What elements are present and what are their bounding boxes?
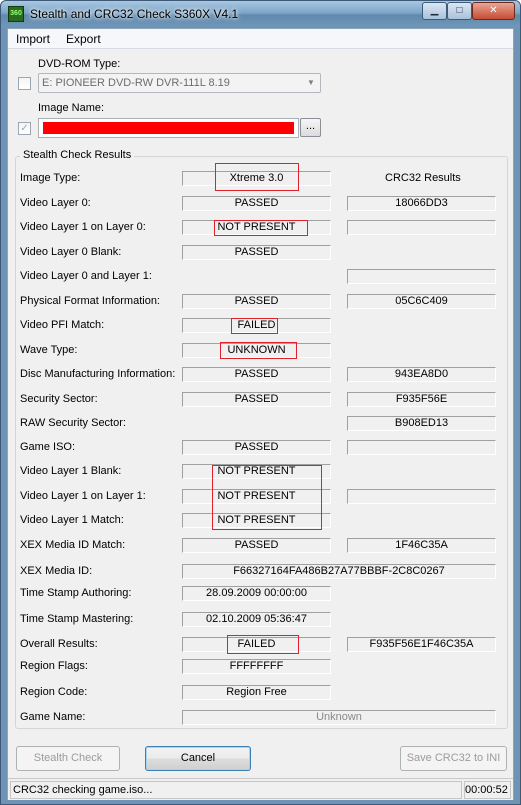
dvd-rom-label: DVD-ROM Type:: [38, 58, 121, 70]
video-layer-0-value: PASSED: [182, 196, 331, 211]
game-iso-crc: [347, 440, 496, 455]
physical-format-crc: 05C6C409: [347, 294, 496, 309]
overall-results-label: Overall Results:: [20, 638, 98, 650]
image-name-checkbox[interactable]: ✓: [18, 122, 31, 135]
client-area: [7, 28, 514, 800]
wave-type-label: Wave Type:: [20, 344, 78, 356]
game-iso-label: Game ISO:: [20, 441, 76, 453]
stealth-results-title: Stealth Check Results: [20, 149, 134, 161]
region-code-label: Region Code:: [20, 686, 88, 698]
video-layer-1-on-layer-1-label: Video Layer 1 on Layer 1:: [20, 490, 146, 502]
disc-manufacturing-label: Disc Manufacturing Information:: [20, 368, 176, 380]
title-bar[interactable]: [1, 1, 520, 27]
dvd-rom-select[interactable]: [38, 73, 321, 93]
image-name-label: Image Name:: [38, 102, 105, 114]
raw-security-sector-label: RAW Security Sector:: [20, 417, 126, 429]
highlight-overall-results: [227, 635, 299, 654]
video-layer-1-blank-label: Video Layer 1 Blank:: [20, 465, 122, 477]
app-icon[interactable]: 360: [8, 6, 24, 22]
cancel-button[interactable]: Cancel: [145, 746, 251, 771]
video-layer-0-label: Video Layer 0:: [20, 197, 91, 209]
xex-media-id-match-crc: 1F46C35A: [347, 538, 496, 553]
highlight-video-layer-1-on-layer-0: [214, 220, 308, 236]
region-flags-value: FFFFFFFF: [182, 659, 331, 674]
game-name-value: Unknown: [182, 710, 496, 725]
highlight-video-layer-1-group: [212, 465, 322, 530]
xex-media-id-label: XEX Media ID:: [20, 565, 93, 577]
menu-import[interactable]: Import: [16, 32, 51, 46]
game-iso-value: PASSED: [182, 440, 331, 455]
video-layer-0-blank-value: PASSED: [182, 245, 331, 260]
maximize-button[interactable]: □: [447, 2, 472, 20]
physical-format-value: PASSED: [182, 294, 331, 309]
security-sector-value: PASSED: [182, 392, 331, 407]
video-layer-1-on-layer-0-label: Video Layer 1 on Layer 0:: [20, 221, 146, 233]
xex-media-id-match-value: PASSED: [182, 538, 331, 553]
video-layer-1-on-layer-0-value: NOT PRESENT: [182, 220, 331, 235]
video-layer-1-on-layer-1-value: NOT PRESENT: [182, 489, 331, 504]
time-stamp-mastering-label: Time Stamp Mastering:: [20, 613, 134, 625]
xex-media-id-match-label: XEX Media ID Match:: [20, 539, 126, 551]
stealth-check-button[interactable]: Stealth Check: [16, 746, 120, 771]
time-stamp-mastering-value: 02.10.2009 05:36:47: [182, 612, 331, 627]
disc-manufacturing-value: PASSED: [182, 367, 331, 382]
close-button[interactable]: ✕: [472, 2, 515, 20]
video-pfi-match-label: Video PFI Match:: [20, 319, 105, 331]
status-message: CRC32 checking game.iso...: [10, 781, 462, 799]
video-layer-1-on-layer-0-crc: [347, 220, 496, 235]
video-layer-0-and-1-crc: [347, 269, 496, 284]
raw-security-sector-crc: B908ED13: [347, 416, 496, 431]
video-layer-0-blank-label: Video Layer 0 Blank:: [20, 246, 122, 258]
elapsed-time: 00:00:52: [464, 781, 511, 799]
highlight-video-pfi-match: [231, 318, 278, 334]
wave-type-value: UNKNOWN: [182, 343, 331, 358]
redaction-bar: [43, 122, 294, 134]
crc32-results-header: CRC32 Results: [385, 172, 461, 184]
video-layer-0-crc: 18066DD3: [347, 196, 496, 211]
dvd-rom-checkbox[interactable]: [18, 77, 31, 90]
video-layer-0-and-1-label: Video Layer 0 and Layer 1:: [20, 270, 152, 282]
physical-format-label: Physical Format Information:: [20, 295, 160, 307]
xex-media-id-value: F66327164FA486B27A77BBBF-2C8C0267: [182, 564, 496, 579]
save-crc32-button[interactable]: Save CRC32 to INI: [400, 746, 507, 771]
window-title: Stealth and CRC32 Check S360X V4.1: [30, 7, 239, 21]
region-code-value: Region Free: [182, 685, 331, 700]
status-bar: [8, 778, 513, 800]
minimize-button[interactable]: ▁: [422, 2, 447, 20]
image-type-value: Xtreme 3.0: [182, 171, 331, 186]
time-stamp-authoring-label: Time Stamp Authoring:: [20, 587, 132, 599]
overall-results-crc: F935F56E1F46C35A: [347, 637, 496, 652]
image-name-input[interactable]: [38, 118, 299, 138]
video-layer-1-match-label: Video Layer 1 Match:: [20, 514, 124, 526]
chevron-down-icon: ▼: [307, 78, 315, 87]
video-layer-1-blank-value: NOT PRESENT: [182, 464, 331, 479]
menu-bar: [8, 29, 513, 49]
disc-manufacturing-crc: 943EA8D0: [347, 367, 496, 382]
security-sector-label: Security Sector:: [20, 393, 98, 405]
video-layer-1-match-value: NOT PRESENT: [182, 513, 331, 528]
highlight-image-type: [215, 163, 299, 191]
region-flags-label: Region Flags:: [20, 660, 88, 672]
menu-export[interactable]: Export: [66, 32, 101, 46]
time-stamp-authoring-value: 28.09.2009 00:00:00: [182, 586, 331, 601]
dvd-rom-value: E: PIONEER DVD-RW DVR-111L 8.19: [42, 77, 230, 89]
image-type-label: Image Type:: [20, 172, 81, 184]
highlight-wave-type: [220, 342, 297, 359]
video-layer-1-on-layer-1-crc: [347, 489, 496, 504]
security-sector-crc: F935F56E: [347, 392, 496, 407]
game-name-label: Game Name:: [20, 711, 86, 723]
browse-button[interactable]: ...: [300, 118, 321, 137]
overall-results-value: FAILED: [182, 637, 331, 652]
video-pfi-match-value: FAILED: [182, 318, 331, 333]
